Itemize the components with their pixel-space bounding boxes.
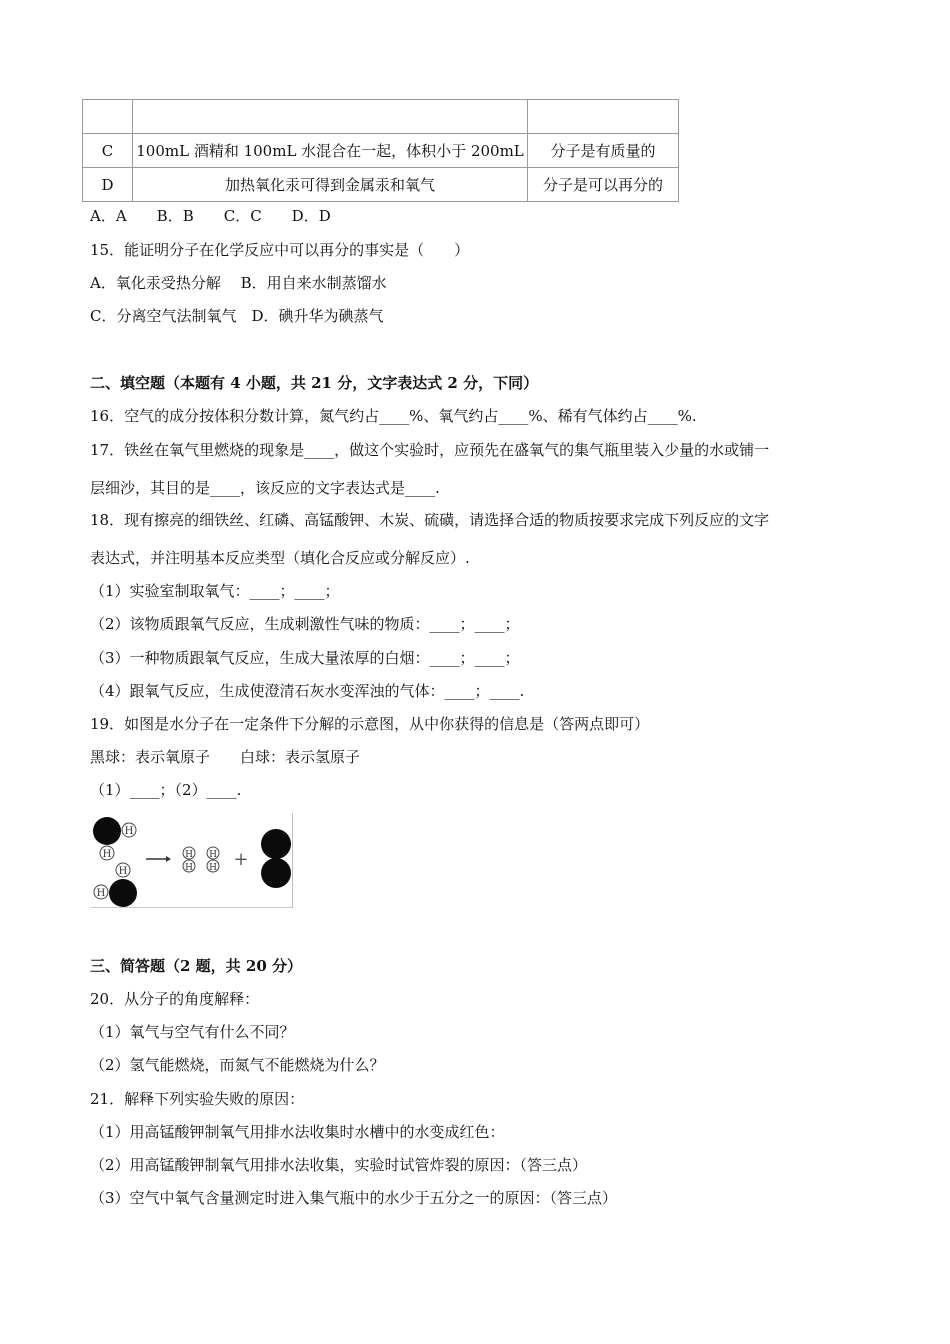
- oxygen-atom: [93, 817, 121, 845]
- q16-text: 16．空气的成分按体积分数计算，氮气约占____%、氧气约占____%、稀有气体约占____%.: [90, 407, 697, 425]
- option-label: [83, 100, 133, 134]
- hydrogen-label: H: [209, 850, 217, 860]
- option-conclusion: 分子是可以再分的: [528, 168, 679, 202]
- q19-blanks: （1）____；（2）____.: [90, 781, 242, 799]
- molecule-diagram-svg: [90, 813, 292, 907]
- hydrogen-label: H: [118, 866, 128, 877]
- oxygen-atom: [261, 858, 291, 888]
- table-row: [83, 134, 679, 168]
- q17-text-line2: 层细沙，其目的是____，该反应的文字表达式是____.: [90, 479, 440, 497]
- section3-heading: 三、简答题（2 题，共 20 分）: [90, 957, 302, 975]
- q20-sub2: （2）氢气能燃烧，而氮气不能燃烧为什么？: [90, 1056, 385, 1074]
- hydrogen-label: H: [185, 863, 193, 873]
- q17-text-line1: 17．铁丝在氧气里燃烧的现象是____，做这个实验时，应预先在盛氧气的集气瓶里装入少量的水或铺一: [90, 441, 770, 459]
- q18-sub3: （3）一种物质跟氧气反应，生成大量浓厚的白烟：____；____；: [90, 649, 520, 667]
- q18-text-line1: 18．现有擦亮的细铁丝、红磷、高锰酸钾、木炭、硫磺，请选择合适的物质按要求完成下列反应的文字: [90, 511, 770, 529]
- q18-sub1: （1）实验室制取氧气：____；____；: [90, 582, 340, 600]
- oxygen-atom: [109, 879, 137, 907]
- option-fact: [133, 100, 528, 134]
- q15-options-line2: C．分离空气法制氧气 D．碘升华为碘蒸气: [90, 307, 384, 325]
- hydrogen-label: H: [102, 849, 112, 860]
- options-table: [82, 99, 679, 202]
- table-row: [83, 168, 679, 202]
- arrow-head-icon: [166, 856, 171, 862]
- option-label: C: [83, 134, 133, 168]
- q18-text-line2: 表达式，并注明基本反应类型（填化合反应或分解反应）.: [90, 549, 470, 567]
- q15-stem: 15．能证明分子在化学反应中可以再分的事实是（ ）: [90, 241, 470, 259]
- q21-sub1: （1）用高锰酸钾制氧气用排水法收集时水槽中的水变成红色：: [90, 1123, 505, 1141]
- q21-sub3: （3）空气中氧气含量测定时进入集气瓶中的水少于五分之一的原因：（答三点）: [90, 1189, 618, 1207]
- q20-sub1: （1）氧气与空气有什么不同？: [90, 1023, 295, 1041]
- q20-stem: 20．从分子的角度解释：: [90, 990, 260, 1008]
- option-label: D: [83, 168, 133, 202]
- table-row: [83, 100, 679, 134]
- option-fact: 100mL 酒精和 100mL 水混合在一起，体积小于 200mL: [133, 134, 528, 168]
- q19-legend: 黑球：表示氧原子 白球：表示氢原子: [90, 748, 361, 766]
- q19-stem: 19．如图是水分子在一定条件下分解的示意图，从中你获得的信息是（答两点即可）: [90, 715, 650, 733]
- q21-stem: 21．解释下列实验失败的原因：: [90, 1090, 305, 1108]
- q18-sub4: （4）跟氧气反应，生成使澄清石灰水变浑浊的气体：____；____.: [90, 682, 525, 700]
- q18-sub2: （2）该物质跟氧气反应，生成刺激性气味的物质：____；____；: [90, 615, 520, 633]
- water-decomposition-diagram: [90, 813, 293, 908]
- option-conclusion: [528, 100, 679, 134]
- hydrogen-label: H: [209, 863, 217, 873]
- section2-heading: 二、填空题（本题有 4 小题，共 21 分，文字表达式 2 分，下同）: [90, 374, 539, 392]
- oxygen-atom: [261, 829, 291, 859]
- hydrogen-label: H: [124, 826, 134, 837]
- option-conclusion: 分子是有质量的: [528, 134, 679, 168]
- q15-options-line1: A．氧化汞受热分解 B．用自来水制蒸馏水: [90, 274, 387, 292]
- q14-options: A．A B．B C．C D．D: [90, 207, 331, 225]
- hydrogen-label: H: [185, 850, 193, 860]
- hydrogen-label: H: [96, 888, 106, 899]
- option-fact: 加热氧化汞可得到金属汞和氧气: [133, 168, 528, 202]
- plus-sign: +: [233, 849, 249, 870]
- q21-sub2: （2）用高锰酸钾制氧气用排水法收集，实验时试管炸裂的原因：（答三点）: [90, 1156, 588, 1174]
